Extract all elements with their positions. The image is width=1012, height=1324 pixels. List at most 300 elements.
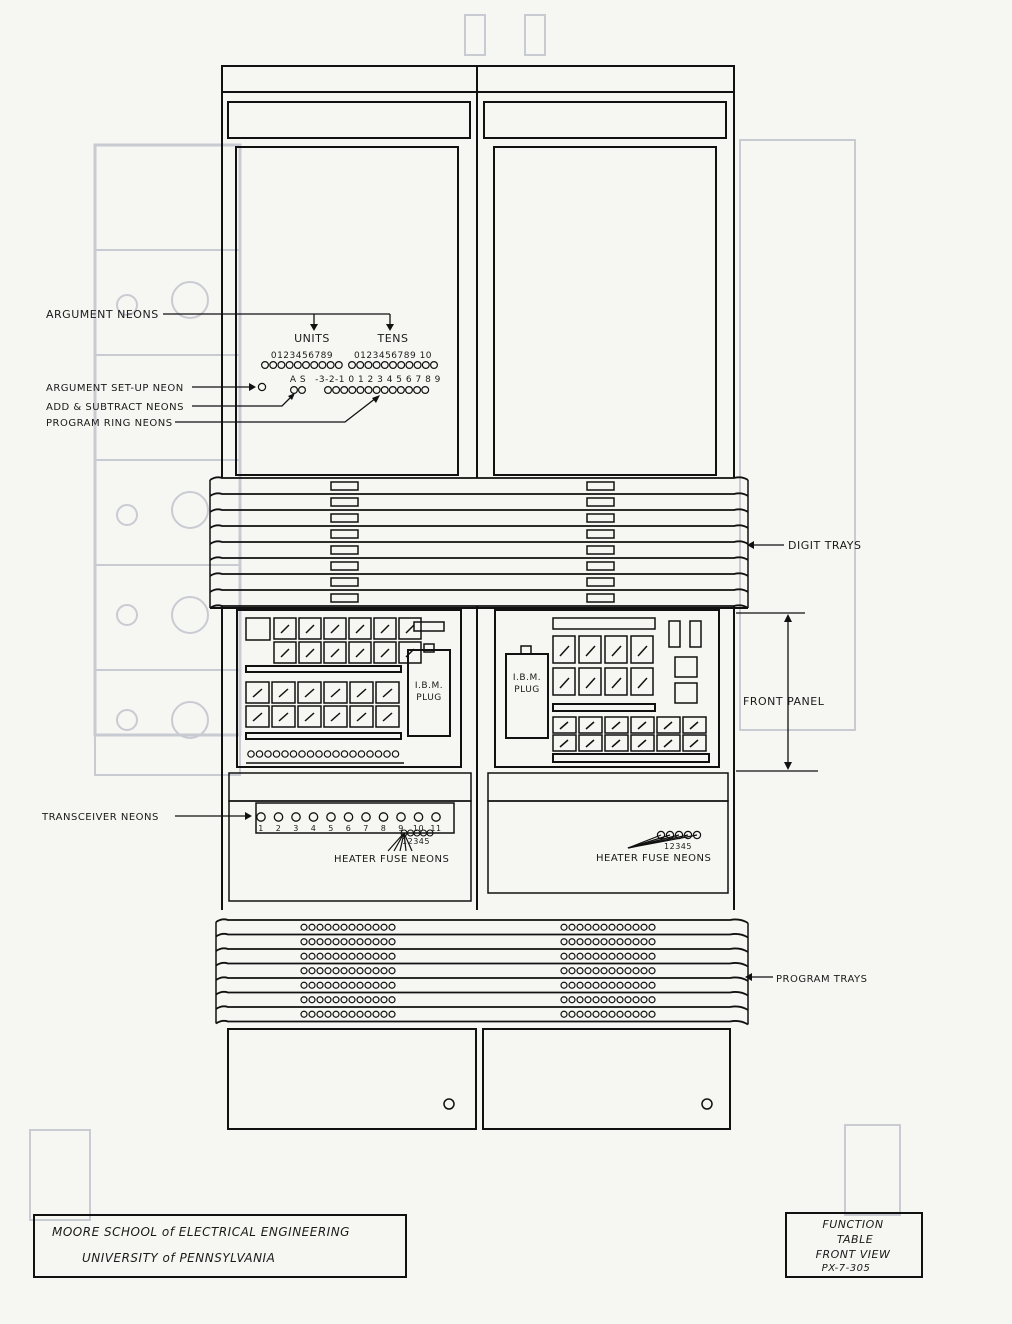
tens-neon (406, 362, 413, 369)
switch-lever (253, 713, 262, 721)
transceiver-neon (414, 813, 422, 821)
callout-argument-neons: ARGUMENT NEONS (46, 308, 159, 321)
program-tray-hole (325, 1011, 331, 1017)
program-tray-hole (365, 939, 371, 945)
switch-lever (331, 713, 340, 721)
units-neon (303, 362, 310, 369)
tray-handle (331, 546, 358, 554)
program-tray-hole (593, 968, 599, 974)
program-tray-hole (325, 924, 331, 930)
arrowhead (784, 762, 792, 770)
switch-lever (356, 625, 364, 633)
switch-lever (306, 625, 314, 633)
program-tray-hole (333, 939, 339, 945)
arrowhead (784, 614, 792, 622)
program-tray-hole (649, 924, 655, 930)
switch-lever (253, 689, 262, 697)
callout-argument-setup-neon: ARGUMENT SET-UP NEON (46, 383, 184, 394)
program-ring-neon (325, 387, 332, 394)
switch-lever (560, 722, 568, 729)
program-tray-hole (593, 1011, 599, 1017)
transceiver-neon (362, 813, 370, 821)
switch-lever (638, 678, 647, 688)
panel-neon (307, 751, 313, 757)
program-ring-neon (333, 387, 340, 394)
switch-lever (331, 689, 340, 697)
tray-edge (210, 557, 748, 560)
transceiver-number: 4 (310, 824, 317, 833)
program-tray-hole (325, 982, 331, 988)
program-tray-edge (216, 963, 748, 967)
switch-lever (383, 713, 392, 721)
panel-neon (324, 751, 330, 757)
panel-neon (367, 751, 373, 757)
callout-program-ring-neons: PROGRAM RING NEONS (46, 418, 173, 429)
program-tray-hole (593, 997, 599, 1003)
switch-lever (356, 649, 364, 657)
switch-lever (560, 678, 569, 688)
arrowhead (386, 324, 394, 331)
program-tray-hole (601, 924, 607, 930)
tray-handle (331, 594, 358, 602)
program-tray-hole (649, 939, 655, 945)
program-tray-hole (633, 1011, 639, 1017)
program-tray-hole (585, 997, 591, 1003)
callout-heater-fuse-neons-right: HEATER FUSE NEONS (596, 853, 712, 864)
panel-bar (246, 733, 401, 739)
program-tray-hole (617, 939, 623, 945)
switch-lever (381, 625, 389, 633)
units-neon (311, 362, 318, 369)
program-tray-hole (341, 939, 347, 945)
switch-lever (690, 740, 698, 747)
program-tray-hole (365, 1011, 371, 1017)
program-tray-hole (625, 939, 631, 945)
panel-neon (384, 751, 390, 757)
program-tray-hole (625, 924, 631, 930)
program-tray-hole (609, 924, 615, 930)
transceiver-neon (397, 813, 405, 821)
tray-handle (587, 546, 614, 554)
program-tray-hole (577, 997, 583, 1003)
switch-lever (306, 649, 314, 657)
program-tray-hole (381, 997, 387, 1003)
program-tray-hole (617, 968, 623, 974)
program-ring-neon (349, 387, 356, 394)
program-tray-edge (216, 992, 748, 996)
switch-lever (281, 625, 289, 633)
program-tray-hole (617, 982, 623, 988)
program-ring-neon (357, 387, 364, 394)
program-tray-hole (349, 1011, 355, 1017)
program-tray-hole (633, 997, 639, 1003)
units-neon (294, 362, 301, 369)
program-tray-edge (216, 948, 748, 952)
program-tray-hole (593, 939, 599, 945)
callout-program-trays: PROGRAM TRAYS (776, 974, 868, 985)
switch-lever (281, 649, 289, 657)
switch-lever (586, 678, 595, 688)
switch (631, 636, 653, 663)
heater-fuse-digits-right: 12345 (664, 842, 692, 851)
program-tray-hole (381, 924, 387, 930)
program-tray-hole (333, 924, 339, 930)
switch-lever (331, 625, 339, 633)
switch (605, 668, 627, 695)
program-tray-hole (617, 953, 623, 959)
program-tray-hole (341, 982, 347, 988)
program-tray-hole (381, 953, 387, 959)
program-tray-hole (633, 982, 639, 988)
program-tray-hole (585, 1011, 591, 1017)
drawing-number-block (786, 1213, 922, 1277)
panel-bar (246, 666, 401, 672)
panel-neon (316, 751, 322, 757)
transceiver-neon (292, 813, 300, 821)
program-ring-neon (381, 387, 388, 394)
program-tray-hole (365, 997, 371, 1003)
panel-bar (553, 704, 655, 711)
tens-neon (398, 362, 405, 369)
program-tray-hole (577, 924, 583, 930)
program-tray-hole (325, 953, 331, 959)
switch-lever (638, 646, 647, 656)
subtract-neon (299, 387, 306, 394)
program-tray-hole (633, 968, 639, 974)
switch-lever (357, 713, 366, 721)
units-neon (335, 362, 342, 369)
program-ring-neon (373, 387, 380, 394)
callout-front-panel: FRONT PANEL (743, 695, 825, 708)
program-tray-hole (309, 1011, 315, 1017)
program-tray-hole (577, 982, 583, 988)
switch-lever (586, 740, 594, 747)
program-tray-hole (389, 982, 395, 988)
tens-label: TENS (377, 332, 409, 345)
program-tray-hole (317, 1011, 323, 1017)
program-tray-hole (333, 982, 339, 988)
tray-handle (331, 562, 358, 570)
program-tray-hole (625, 1011, 631, 1017)
program-tray-hole (585, 982, 591, 988)
tens-neon (365, 362, 372, 369)
switch-lever (664, 722, 672, 729)
program-tray-hole (389, 1011, 395, 1017)
program-tray-hole (357, 982, 363, 988)
program-tray-hole (641, 982, 647, 988)
tray-handle (331, 482, 358, 490)
units-neon (286, 362, 293, 369)
tens-neon (422, 362, 429, 369)
program-tray-hole (309, 939, 315, 945)
program-tray-hole (561, 968, 567, 974)
program-tray-hole (333, 953, 339, 959)
program-tray-hole (333, 1011, 339, 1017)
program-tray-hole (649, 968, 655, 974)
switch-lever (612, 740, 620, 747)
switch-lever (690, 722, 698, 729)
drawing-number: PX-7-305 (821, 1263, 871, 1274)
ibm-plug-left-line1: I.B.M. (414, 681, 444, 691)
program-tray-hole (349, 939, 355, 945)
program-tray-hole (317, 939, 323, 945)
switch (631, 668, 653, 695)
program-tray-hole (609, 997, 615, 1003)
program-tray-hole (365, 924, 371, 930)
program-tray-hole (341, 953, 347, 959)
panel-neon (333, 751, 339, 757)
add-neon (291, 387, 298, 394)
tray-edge (210, 573, 748, 576)
tray-handle (587, 578, 614, 586)
tray-edge (210, 525, 748, 528)
program-tray-hole (625, 982, 631, 988)
program-tray-hole (309, 968, 315, 974)
program-tray-hole (389, 953, 395, 959)
program-tray-hole (341, 968, 347, 974)
title-line1: MOORE SCHOOL of ELECTRICAL ENGINEERING (52, 1225, 350, 1239)
tray-edge (210, 477, 748, 480)
tens-digits: 0123456789 10 (353, 351, 433, 361)
callout-heater-fuse-neons-left: HEATER FUSE NEONS (334, 854, 450, 865)
program-tray-hole (357, 997, 363, 1003)
program-tray-hole (569, 953, 575, 959)
tens-neon (357, 362, 364, 369)
panel-box (675, 683, 697, 703)
switch-lever (383, 689, 392, 697)
cabinet (222, 66, 734, 1129)
transceiver-number: 11 (430, 824, 442, 833)
tens-neon (349, 362, 356, 369)
switch-lever (331, 649, 339, 657)
program-trays (216, 919, 748, 1024)
argument-setup-neon (258, 383, 265, 390)
panel-slot (414, 622, 444, 631)
tray-edge (210, 493, 748, 496)
program-tray-edge (216, 1006, 748, 1010)
program-tray-edge (216, 1021, 748, 1025)
panel-neon (282, 751, 288, 757)
program-tray-hole (357, 924, 363, 930)
units-neon (278, 362, 285, 369)
switch-lever (560, 740, 568, 747)
tens-neon (414, 362, 421, 369)
panel-box (675, 657, 697, 677)
switch-lever (279, 713, 288, 721)
tray-handle (331, 530, 358, 538)
program-tray-hole (349, 953, 355, 959)
program-tray-hole (341, 997, 347, 1003)
program-tray-hole (373, 953, 379, 959)
program-tray-hole (325, 968, 331, 974)
switch-lever (586, 722, 594, 729)
program-tray-hole (349, 924, 355, 930)
units-neon (319, 362, 326, 369)
program-tray-hole (585, 968, 591, 974)
program-tray-hole (617, 924, 623, 930)
tens-neon (373, 362, 380, 369)
panel-slot (669, 621, 680, 647)
units-neon (270, 362, 277, 369)
transceiver-neon-row (257, 813, 701, 839)
ibm-plug-right (506, 646, 548, 738)
tray-edge (210, 541, 748, 544)
program-tray-hole (649, 1011, 655, 1017)
program-tray-hole (641, 924, 647, 930)
program-tray-hole (389, 968, 395, 974)
program-tray-hole (349, 997, 355, 1003)
drawing-line1: FUNCTION (822, 1218, 884, 1231)
panel-neon (341, 751, 347, 757)
panel-box (246, 618, 270, 640)
program-tray-edge (216, 919, 748, 923)
arrowhead (372, 395, 380, 403)
program-tray-hole (561, 924, 567, 930)
program-tray-hole (569, 997, 575, 1003)
program-tray-hole (569, 924, 575, 930)
transceiver-neon (274, 813, 282, 821)
program-tray-hole (357, 968, 363, 974)
tray-handle (587, 514, 614, 522)
program-tray-hole (633, 953, 639, 959)
program-tray-hole (317, 997, 323, 1003)
program-tray-hole (301, 924, 307, 930)
program-tray-hole (301, 939, 307, 945)
switch-lever (279, 689, 288, 697)
program-tray-hole (633, 924, 639, 930)
program-tray-hole (365, 968, 371, 974)
tray-handle (587, 562, 614, 570)
program-tray-hole (373, 982, 379, 988)
program-tray-hole (561, 953, 567, 959)
drawing-line2: TABLE (836, 1233, 874, 1246)
program-tray-hole (601, 953, 607, 959)
panel-bar (553, 754, 709, 762)
program-tray-hole (341, 1011, 347, 1017)
program-tray-hole (325, 997, 331, 1003)
program-tray-hole (569, 939, 575, 945)
panel-neon (375, 751, 381, 757)
switch-lever (305, 713, 314, 721)
program-tray-hole (389, 924, 395, 930)
program-tray-hole (593, 924, 599, 930)
panel-neon (350, 751, 356, 757)
program-tray-hole (561, 939, 567, 945)
ibm-plug-right-line1: I.B.M. (512, 673, 542, 683)
transceiver-number: 5 (328, 824, 334, 833)
program-tray-hole (357, 953, 363, 959)
transceiver-number: 8 (380, 824, 387, 833)
switch-lever (560, 646, 569, 656)
transceiver-neon (309, 813, 317, 821)
title-block (34, 1215, 406, 1277)
program-tray-hole (349, 968, 355, 974)
ibm-plug-right-line2: PLUG (514, 685, 540, 695)
tray-handle (587, 594, 614, 602)
switch (605, 636, 627, 663)
units-neon (262, 362, 269, 369)
program-tray-hole (349, 982, 355, 988)
program-ring-digits: -3-2-1 0 1 2 3 4 5 6 7 8 9 (315, 375, 441, 385)
program-tray-hole (649, 997, 655, 1003)
transceiver-neon (379, 813, 387, 821)
program-tray-hole (609, 1011, 615, 1017)
ibm-plug-left-line2: PLUG (416, 693, 442, 703)
program-tray-hole (381, 1011, 387, 1017)
program-tray-hole (561, 1011, 567, 1017)
tray-handle (587, 482, 614, 490)
program-tray-hole (625, 968, 631, 974)
program-tray-hole (585, 924, 591, 930)
program-tray-hole (569, 968, 575, 974)
units-neon (327, 362, 334, 369)
transceiver-neon (327, 813, 335, 821)
callout-digit-trays: DIGIT TRAYS (788, 539, 862, 552)
heater-fuse-digits-left: 12345 (402, 837, 430, 846)
panel-neon (273, 751, 279, 757)
transceiver-number: 3 (293, 824, 299, 833)
program-tray-hole (317, 924, 323, 930)
ibm-plug-left (408, 644, 450, 736)
program-tray-hole (625, 997, 631, 1003)
program-tray-hole (381, 968, 387, 974)
program-tray-hole (593, 953, 599, 959)
callout-transceiver-neons: TRANSCEIVER NEONS (42, 812, 159, 823)
program-tray-edge (216, 934, 748, 938)
units-digits: 0123456789 (270, 351, 334, 361)
program-tray-hole (317, 982, 323, 988)
program-ring-neon (398, 387, 405, 394)
tray-handle (587, 498, 614, 506)
arrowhead (249, 383, 256, 391)
transceiver-number: 10 (412, 824, 425, 833)
program-tray-hole (357, 939, 363, 945)
program-tray-hole (357, 1011, 363, 1017)
program-tray-hole (301, 1011, 307, 1017)
switch (553, 668, 575, 695)
program-tray-hole (617, 997, 623, 1003)
tens-neon (431, 362, 438, 369)
panel-neon (299, 751, 305, 757)
arrowhead (310, 324, 318, 331)
program-tray-hole (381, 939, 387, 945)
program-tray-hole (593, 982, 599, 988)
program-tray-hole (365, 953, 371, 959)
transceiver-number: 6 (345, 824, 352, 833)
program-ring-neon (406, 387, 413, 394)
program-tray-hole (601, 1011, 607, 1017)
program-tray-hole (389, 997, 395, 1003)
program-tray-hole (601, 982, 607, 988)
panel-neon (290, 751, 296, 757)
program-tray-hole (333, 997, 339, 1003)
program-tray-hole (333, 968, 339, 974)
panel-slot (690, 621, 701, 647)
switch (579, 668, 601, 695)
title-line2: UNIVERSITY of PENNSYLVANIA (82, 1251, 276, 1265)
program-tray-hole (389, 939, 395, 945)
arrowhead (245, 812, 252, 820)
program-tray-hole (341, 924, 347, 930)
program-tray-hole (609, 953, 615, 959)
tens-neon (381, 362, 388, 369)
program-tray-hole (561, 997, 567, 1003)
program-tray-hole (649, 953, 655, 959)
program-tray-hole (365, 982, 371, 988)
program-tray-hole (641, 968, 647, 974)
tray-handle (331, 514, 358, 522)
program-tray-hole (609, 939, 615, 945)
